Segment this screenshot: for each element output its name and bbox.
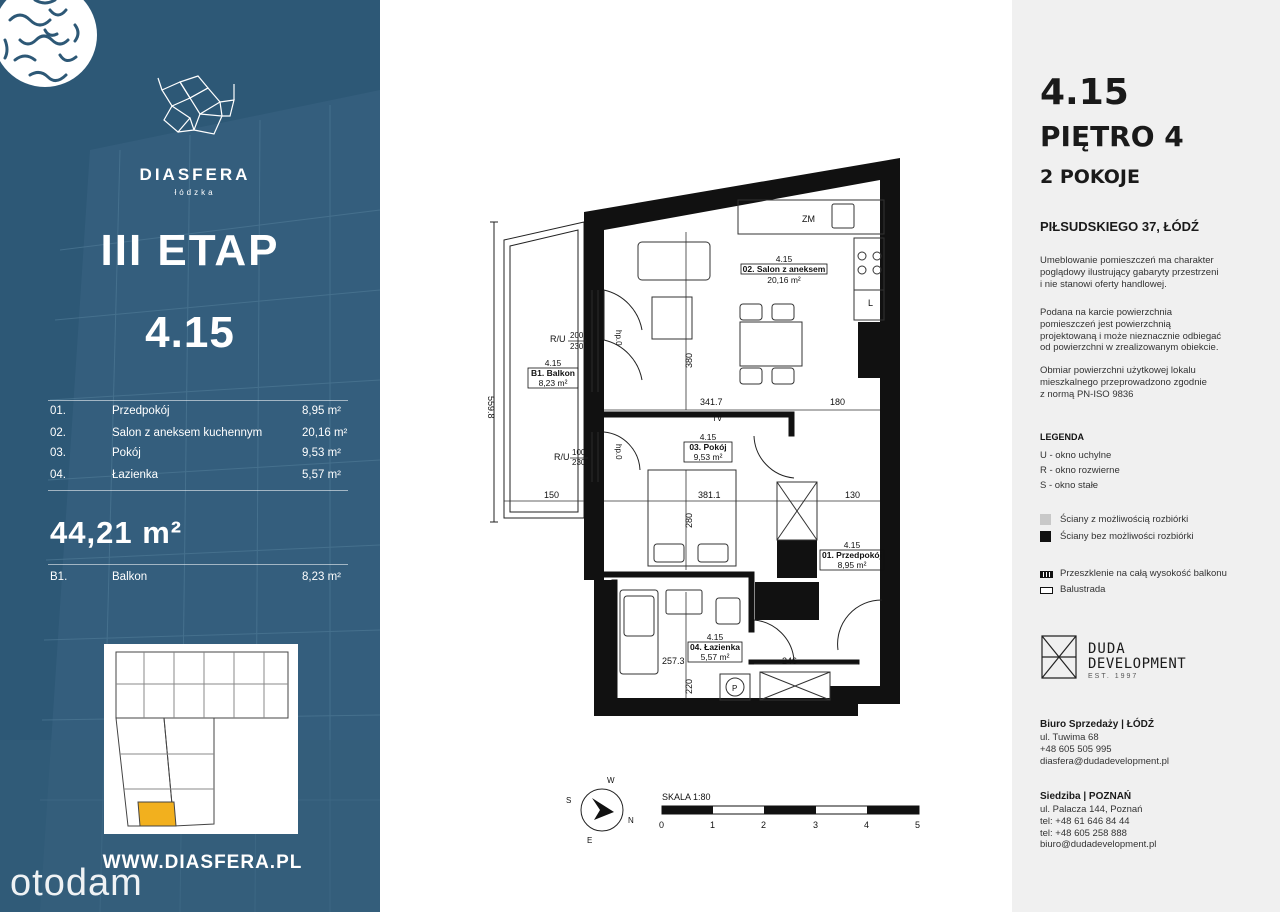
- room-label-przedpokoj: [820, 540, 884, 570]
- office-address: ul. Tuwima 68: [1040, 732, 1099, 743]
- svg-text:4.15: 4.15: [544, 358, 562, 368]
- room-area: 5,57 m²: [302, 469, 341, 481]
- svg-text:N: N: [628, 816, 634, 825]
- room-no: 03.: [50, 447, 66, 459]
- hq-phone[interactable]: tel: +48 605 258 888: [1040, 827, 1127, 839]
- svg-text:B1. Balkon: B1. Balkon: [531, 368, 575, 378]
- svg-text:180: 180: [830, 397, 846, 407]
- dimension-labels: [486, 353, 860, 694]
- svg-text:341.7: 341.7: [700, 397, 723, 407]
- swatch-removable-walls: [1040, 514, 1051, 525]
- right-info-panel: [1012, 0, 1280, 912]
- balcony-area: 8,23 m²: [302, 571, 341, 583]
- svg-text:9,53 m²: 9,53 m²: [693, 452, 723, 462]
- room-label-lazienka: [688, 632, 742, 662]
- divider: [48, 400, 348, 401]
- svg-text:1: 1: [710, 820, 716, 830]
- office-contact: [1040, 732, 1169, 767]
- legend-structural-walls: Ściany bez możliwości rozbiórki: [1060, 531, 1194, 542]
- pattern-circle-logo: [0, 0, 110, 110]
- svg-text:5: 5: [915, 820, 921, 830]
- room-name: Salon z aneksem kuchennym: [112, 427, 263, 439]
- svg-text:4.15: 4.15: [843, 540, 861, 550]
- hq-phone[interactable]: tel: +48 61 646 84 44: [1040, 815, 1130, 827]
- room-name: Pokój: [112, 447, 141, 459]
- brand-name: DIASFERA: [139, 165, 251, 184]
- room-name: Przedpokój: [112, 405, 170, 417]
- svg-text:hp.0: hp.0: [614, 444, 623, 460]
- legend-removable-walls: Ściany z możliwością rozbiórki: [1060, 514, 1189, 525]
- legend-balustrade: Balustrada: [1060, 584, 1106, 595]
- hq-address: ul. Palacza 144, Poznań: [1040, 804, 1143, 815]
- divider: [48, 564, 348, 565]
- scale-bar: [659, 792, 920, 830]
- note-line: poglądowy ilustrujący gabaryty przestrzeni: [1040, 266, 1219, 278]
- svg-text:E: E: [587, 836, 593, 845]
- svg-text:230: 230: [572, 458, 586, 467]
- note-area: [1040, 307, 1221, 354]
- svg-text:W: W: [607, 776, 615, 785]
- svg-text:03. Pokój: 03. Pokój: [689, 442, 727, 452]
- developer-name-2: DEVELOPMENT: [1088, 656, 1187, 672]
- door-swings: [604, 290, 882, 660]
- svg-text:2: 2: [761, 820, 767, 830]
- svg-text:S: S: [566, 796, 572, 805]
- note-line: pomieszczeń jest powierzchnią: [1040, 318, 1171, 330]
- legend-window-r: R - okno rozwierne: [1040, 465, 1120, 476]
- room-area: 8,95 m²: [302, 405, 341, 417]
- room-no: 01.: [50, 405, 66, 417]
- svg-text:130: 130: [845, 490, 861, 500]
- room-no: 02.: [50, 427, 66, 439]
- svg-text:381.1: 381.1: [698, 490, 721, 500]
- hq-email[interactable]: biuro@dudadevelopment.pl: [1040, 839, 1157, 851]
- svg-text:4.15: 4.15: [706, 632, 724, 642]
- developer-est: EST. 1997: [1088, 673, 1139, 680]
- room-area: 9,53 m²: [302, 447, 341, 459]
- svg-text:SKALA 1:80: SKALA 1:80: [662, 792, 711, 802]
- legend-window-s: S - okno stałe: [1040, 480, 1099, 491]
- svg-text:8,23 m²: 8,23 m²: [538, 378, 568, 388]
- legend-title: LEGENDA: [1040, 432, 1085, 442]
- floor-plan-drawing: [380, 0, 1012, 912]
- legend-window-u: U - okno uchylne: [1040, 450, 1112, 461]
- svg-text:ZM: ZM: [802, 214, 815, 224]
- note-line: Podana na karcie powierzchnia: [1040, 307, 1173, 318]
- svg-text:380: 380: [684, 352, 694, 368]
- svg-text:200: 200: [570, 331, 584, 340]
- svg-text:257.3: 257.3: [662, 656, 685, 666]
- note-line: Obmiar powierzchni użytkowej lokalu: [1040, 365, 1196, 376]
- svg-text:04. Łazienka: 04. Łazienka: [689, 642, 741, 652]
- svg-text:R/U: R/U: [554, 452, 570, 462]
- svg-text:TV: TV: [712, 414, 723, 423]
- svg-text:8,95 m²: 8,95 m²: [837, 560, 867, 570]
- svg-text:230: 230: [570, 342, 584, 351]
- otodom-watermark: otodam: [10, 862, 143, 904]
- diasfera-emblem-icon: [150, 70, 242, 150]
- address: PIŁSUDSKIEGO 37, ŁÓDŹ: [1040, 219, 1199, 234]
- swatch-balustrade: [1040, 587, 1053, 594]
- unit-number: 4.15: [1040, 72, 1129, 113]
- balcony-no: B1.: [50, 571, 68, 583]
- svg-text:0: 0: [659, 820, 665, 830]
- fixture-labels: [712, 214, 873, 693]
- note-line: i nie stanowi oferty handlowej.: [1040, 278, 1167, 290]
- room-no: 04.: [50, 469, 66, 481]
- note-line: mieszkalnego przeprowadzono zgodnie: [1040, 376, 1207, 388]
- svg-text:220: 220: [684, 678, 694, 694]
- svg-text:01. Przedpokój: 01. Przedpokój: [822, 550, 882, 560]
- divider: [48, 490, 348, 491]
- svg-text:L: L: [868, 298, 874, 308]
- website-link[interactable]: WWW.DIASFERA.PL: [102, 852, 303, 873]
- svg-text:hp.0: hp.0: [614, 330, 623, 346]
- room-label-pokoj: [684, 432, 732, 462]
- stage-title: III ETAP: [100, 226, 280, 275]
- hq-title: Siedziba | POZNAŃ: [1040, 791, 1132, 802]
- total-area: 44,21 m²: [50, 515, 183, 550]
- svg-text:3: 3: [813, 820, 819, 830]
- swatch-glazing: [1040, 571, 1053, 578]
- svg-text:P: P: [732, 684, 738, 693]
- brand-subtitle: łódzka: [174, 188, 216, 197]
- note-line: z normą PN-ISO 9836: [1040, 388, 1134, 400]
- compass-icon: [566, 776, 634, 845]
- unit-number: 4.15: [145, 308, 235, 357]
- rooms-count: 2 POKOJE: [1040, 166, 1140, 188]
- room-area: 20,16 m²: [302, 427, 348, 439]
- note-norm: [1040, 365, 1207, 400]
- developer-name-1: DUDA: [1088, 641, 1126, 657]
- balcony-name: Balkon: [112, 571, 148, 583]
- note-line: projektowaną i może nieznacznie odbiegać: [1040, 330, 1222, 342]
- svg-text:20,16 m²: 20,16 m²: [767, 275, 801, 285]
- hq-contact: [1040, 804, 1156, 851]
- room-name: Łazienka: [112, 469, 159, 481]
- svg-text:280: 280: [684, 512, 694, 528]
- svg-text:4: 4: [864, 820, 870, 830]
- floor-label: PIĘTRO 4: [1040, 120, 1184, 153]
- svg-text:150: 150: [544, 490, 560, 500]
- note-line: Umeblowanie pomieszczeń ma charakter: [1040, 255, 1214, 266]
- room-label-salon: [741, 254, 827, 285]
- svg-text:4.15: 4.15: [775, 254, 793, 264]
- left-info-panel: [0, 0, 380, 912]
- office-phone[interactable]: +48 605 505 995: [1040, 743, 1112, 755]
- duda-logo-icon: [1040, 634, 1078, 680]
- note-furniture: [1040, 255, 1218, 290]
- room-label-balkon: [528, 358, 578, 388]
- svg-text:246: 246: [782, 656, 798, 666]
- office-title: Biuro Sprzedaży | ŁÓDŹ: [1040, 719, 1154, 730]
- note-line: od powierzchni w zrealizowanym obiekcie.: [1040, 342, 1219, 354]
- key-plan-image: [104, 644, 298, 834]
- svg-text:5,57 m²: 5,57 m²: [700, 652, 730, 662]
- legend-glazing: Przeszklenie na całą wysokość balkonu: [1060, 568, 1227, 579]
- svg-text:4.15: 4.15: [699, 432, 717, 442]
- swatch-structural-walls: [1040, 531, 1051, 542]
- structural-walls: [584, 158, 900, 716]
- svg-text:100: 100: [572, 448, 586, 457]
- svg-text:559.8: 559.8: [486, 396, 496, 419]
- office-email[interactable]: diasfera@dudadevelopment.pl: [1040, 755, 1170, 767]
- svg-text:02. Salon z aneksem: 02. Salon z aneksem: [742, 264, 826, 274]
- salon-furniture: [638, 200, 884, 384]
- svg-text:R/U: R/U: [550, 334, 566, 344]
- inner-walls: [604, 412, 859, 698]
